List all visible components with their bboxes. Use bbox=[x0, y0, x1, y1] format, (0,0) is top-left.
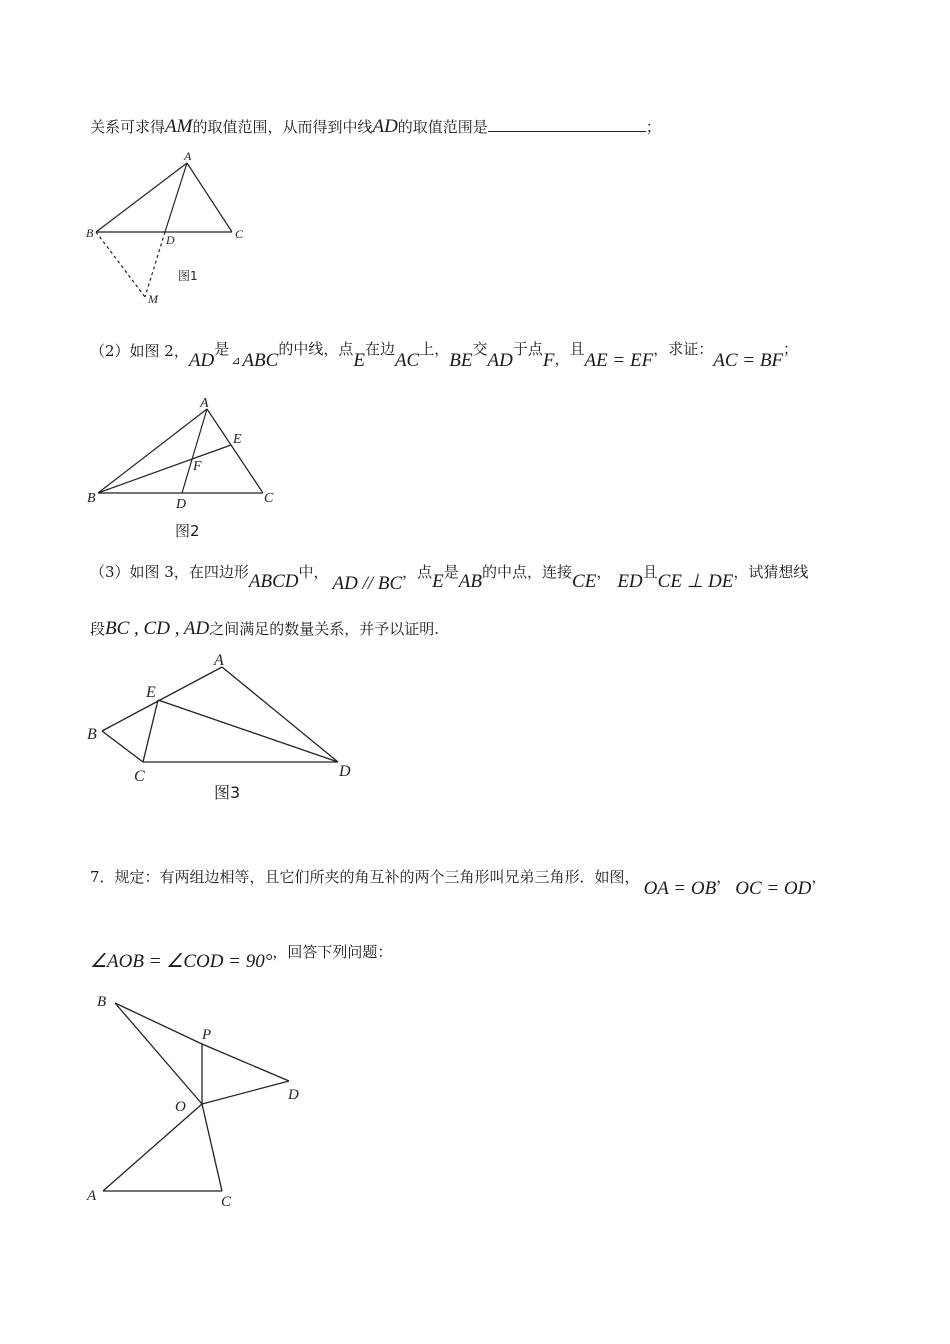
fig3-label-d: D bbox=[339, 763, 351, 780]
part3-is: 是 bbox=[443, 563, 459, 581]
fig1-label-c: C bbox=[235, 227, 244, 241]
eq-oc-od: OC = OD bbox=[735, 878, 812, 899]
q7-sep2: ， bbox=[811, 868, 827, 886]
var-segments: BC , CD , AD bbox=[105, 618, 210, 639]
part3-num: （3）如图 3，在四边形 bbox=[90, 563, 249, 581]
fig3-label-c: C bbox=[134, 768, 145, 785]
fig4-label-c: C bbox=[221, 1194, 232, 1210]
q7-tail: ，回答下列问题： bbox=[272, 943, 393, 961]
fig2-label-a: A bbox=[200, 396, 209, 411]
fig4-segment-oa bbox=[103, 1104, 202, 1191]
var-abcd: ABCD bbox=[248, 571, 299, 592]
part3-mid: 的中点，连接 bbox=[482, 563, 573, 581]
fig3-label-e: E bbox=[146, 684, 156, 701]
q7-sep: ， bbox=[716, 868, 732, 886]
fig2-caption: 图2 bbox=[175, 522, 200, 540]
fig4-segment-ob bbox=[115, 1003, 202, 1104]
part3-comma: ， bbox=[596, 563, 612, 581]
fig1-label-m: M bbox=[148, 292, 158, 306]
fig4-segment-pd bbox=[202, 1044, 289, 1081]
part1-text-b: 的取值范围，从而得到中线 bbox=[192, 118, 373, 136]
part2-on: 上， bbox=[419, 340, 450, 358]
fig4-label-d: D bbox=[288, 1087, 299, 1103]
fig2-label-b: B bbox=[87, 491, 96, 506]
eq-ad-parallel-bc: AD // BC bbox=[332, 573, 403, 594]
eq-ae-ef: AE = EF bbox=[584, 350, 654, 371]
q7-text: 7．规定：有两组边相等，且它们所夹的角互补的两个三角形叫兄弟三角形．如图， bbox=[90, 868, 640, 886]
fig3-label-b: B bbox=[87, 726, 97, 743]
part2-num: （2）如图 2， bbox=[90, 342, 189, 360]
var-ed: ED bbox=[617, 571, 643, 592]
fig4-label-a: A bbox=[87, 1188, 97, 1204]
fig2-label-d: D bbox=[176, 497, 187, 512]
part2-prove: ，求证： bbox=[653, 340, 714, 358]
var-abc: ABC bbox=[242, 350, 279, 371]
var-ce: CE bbox=[572, 571, 597, 592]
part3-zhong: 中， bbox=[298, 563, 329, 581]
fig1-label-d: D bbox=[166, 233, 175, 247]
part3-dot: ，点 bbox=[402, 563, 433, 581]
fig4-segment-od bbox=[202, 1081, 289, 1104]
triangle-symbol: ⊿ bbox=[231, 354, 241, 367]
part1-text-a: 关系可求得 bbox=[90, 118, 166, 136]
part2-cross: 交 bbox=[472, 340, 488, 358]
eq-oa-ob: OA = OB bbox=[643, 878, 717, 899]
part3-guess: ，试猜想线 bbox=[733, 563, 809, 581]
part3-line2-a: 段 bbox=[90, 620, 106, 638]
fig4-segment-bp bbox=[115, 1003, 202, 1044]
var-e-3: E bbox=[432, 571, 444, 592]
var-e: E bbox=[353, 350, 365, 371]
part3-and: 且 bbox=[642, 563, 658, 581]
fig3-label-a: A bbox=[214, 652, 224, 669]
fig4-label-p: P bbox=[202, 1027, 212, 1043]
part2-comma: ， bbox=[554, 350, 570, 368]
var-am: AM bbox=[165, 116, 193, 137]
fig1-label-a: A bbox=[184, 149, 192, 163]
part2-and: 且 bbox=[569, 340, 585, 358]
var-ad-2: AD bbox=[188, 350, 215, 371]
var-ad: AD bbox=[372, 116, 398, 137]
fig1-caption: 图1 bbox=[178, 269, 198, 283]
fig4-label-o: O bbox=[175, 1099, 186, 1115]
fig4-label-b: B bbox=[97, 994, 107, 1010]
eq-ce-perp-de: CE ⊥ DE bbox=[657, 571, 734, 592]
var-f: F bbox=[542, 350, 555, 371]
part2-is: 是 bbox=[214, 340, 230, 358]
eq-ac-bf: AC = BF bbox=[713, 350, 784, 371]
part2-on-side: 在边 bbox=[364, 340, 395, 358]
part1-end: ； bbox=[645, 118, 661, 136]
part2-median: 的中线，点 bbox=[278, 340, 354, 358]
fig1-label-b: B bbox=[86, 226, 94, 240]
part2-semi: ； bbox=[783, 340, 799, 358]
fig2-label-f: F bbox=[193, 459, 202, 474]
part1-text-c: 的取值范围是 bbox=[397, 118, 488, 136]
fig2-label-e: E bbox=[233, 432, 242, 447]
part2-at-point: 于点 bbox=[512, 340, 543, 358]
eq-angles: ∠AOB = ∠COD = 90° bbox=[90, 951, 273, 972]
var-be: BE bbox=[449, 350, 473, 371]
fig3-caption: 图3 bbox=[214, 783, 241, 802]
fig4-segment-oc bbox=[202, 1104, 222, 1191]
var-ab: AB bbox=[458, 571, 483, 592]
part3-line2-b: 之间满足的数量关系，并予以证明. bbox=[209, 620, 439, 638]
var-ad-3: AD bbox=[487, 350, 513, 371]
var-ac: AC bbox=[394, 350, 420, 371]
fig2-label-c: C bbox=[264, 491, 274, 506]
